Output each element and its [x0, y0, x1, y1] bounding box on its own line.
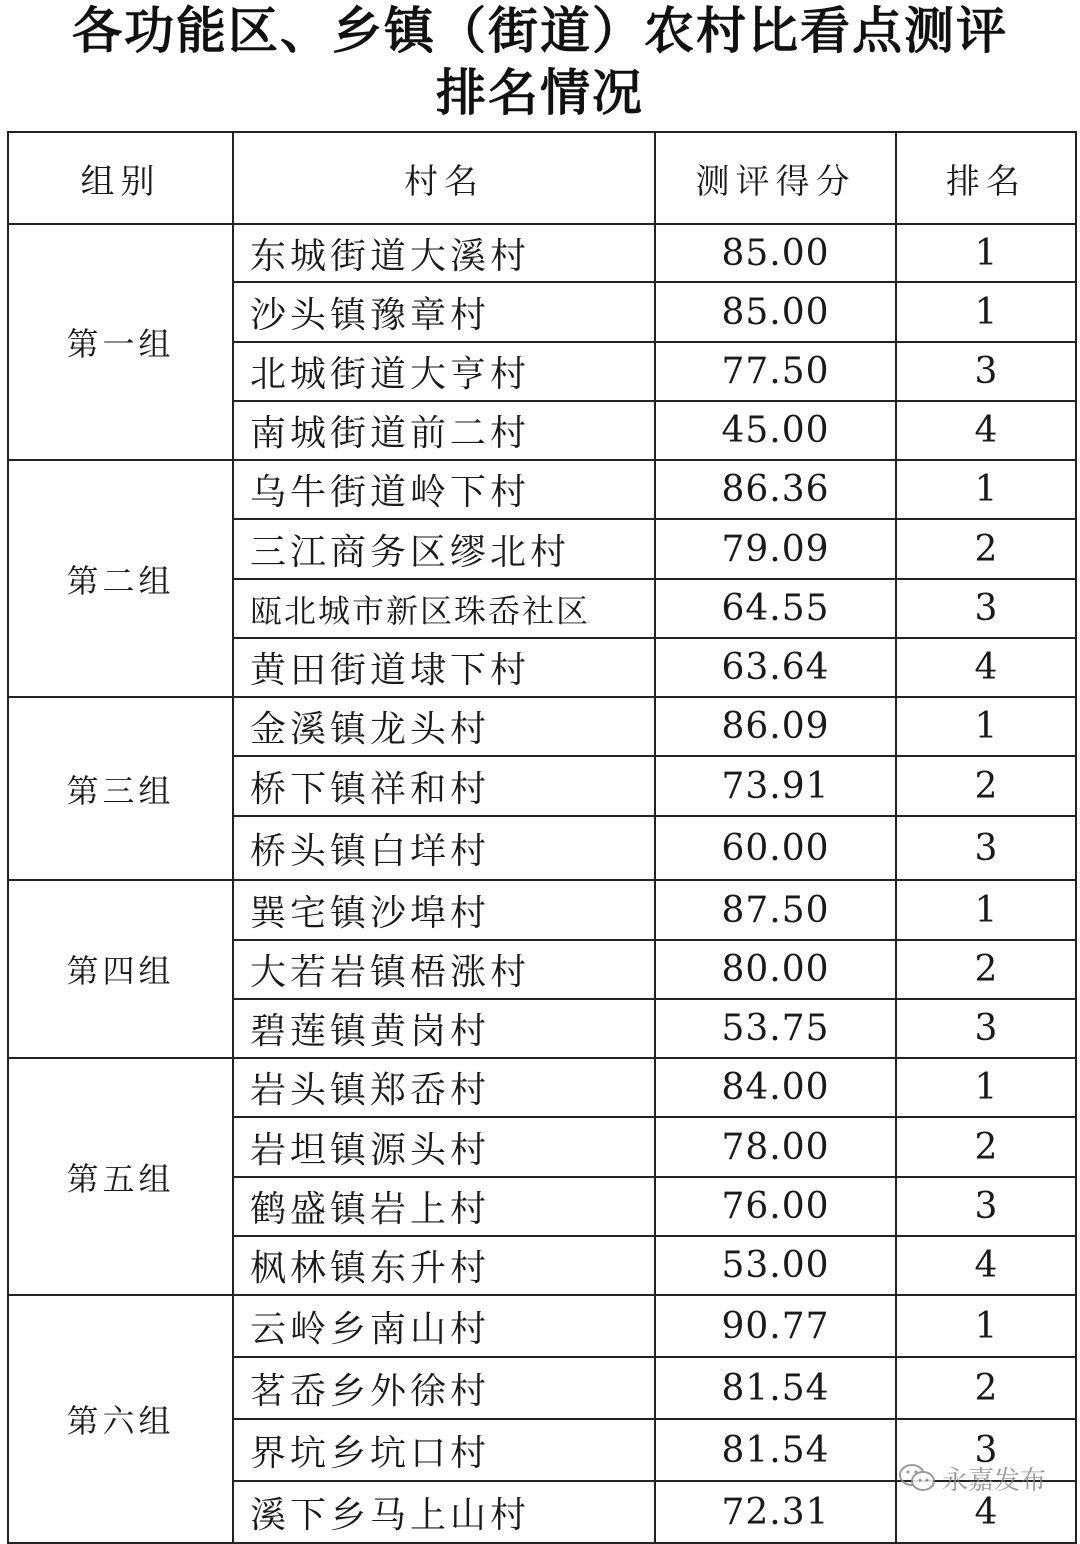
village-name: 碧莲镇黄岗村 [233, 999, 655, 1058]
score-value: 85.00 [655, 282, 896, 342]
village-name: 南城街道前二村 [233, 401, 655, 460]
page-title [0, 0, 1080, 124]
ranking-table [7, 131, 1077, 1544]
watermark [898, 1458, 1046, 1498]
rank-value: 2 [896, 1117, 1076, 1177]
table-row [8, 1058, 1076, 1117]
group-label: 第四组 [8, 880, 233, 1058]
rank-value: 4 [896, 638, 1076, 697]
table-row [8, 460, 1076, 519]
table-row [8, 1295, 1076, 1357]
score-value: 77.50 [655, 342, 896, 401]
rank-value: 1 [896, 1295, 1076, 1357]
rank-value: 4 [896, 401, 1076, 460]
rank-value: 3 [896, 816, 1076, 880]
score-value: 86.09 [655, 697, 896, 756]
score-value: 79.09 [655, 519, 896, 579]
header-group: 组别 [8, 132, 233, 224]
score-value: 53.75 [655, 999, 896, 1058]
village-name: 界坑乡坑口村 [233, 1419, 655, 1481]
group-label: 第二组 [8, 460, 233, 697]
village-name: 乌牛街道岭下村 [233, 460, 655, 519]
village-name: 桥头镇白垟村 [233, 816, 655, 880]
rank-value: 3 [896, 1419, 1076, 1481]
score-value: 86.36 [655, 460, 896, 519]
table-row [8, 224, 1076, 282]
village-name: 岩坦镇源头村 [233, 1117, 655, 1177]
village-name: 溪下乡马上山村 [233, 1481, 655, 1543]
rank-value: 4 [896, 1236, 1076, 1295]
group-label: 第三组 [8, 697, 233, 880]
rank-value: 4 [896, 1481, 1076, 1543]
page-title-line1: 各功能区、乡镇（街道）农村比看点测评 [72, 2, 1008, 60]
score-value: 80.00 [655, 940, 896, 999]
score-value: 90.77 [655, 1295, 896, 1357]
score-value: 81.54 [655, 1419, 896, 1481]
table-body [8, 224, 1076, 1543]
village-name: 云岭乡南山村 [233, 1295, 655, 1357]
village-name: 茗岙乡外徐村 [233, 1357, 655, 1419]
village-name: 金溪镇龙头村 [233, 697, 655, 756]
watermark-text: 永嘉发布 [942, 1465, 1047, 1496]
village-name: 三江商务区缪北村 [233, 519, 655, 579]
table-header-row [8, 132, 1076, 224]
header-rank: 排名 [896, 132, 1076, 224]
village-name: 北城街道大亨村 [233, 342, 655, 401]
group-label: 第五组 [8, 1058, 233, 1295]
village-name: 东城街道大溪村 [233, 224, 655, 282]
rank-value: 1 [896, 460, 1076, 519]
wechat-icon [898, 1462, 936, 1494]
page-title-line2: 排名情况 [436, 64, 644, 122]
rank-value: 1 [896, 1058, 1076, 1117]
header-name: 村名 [233, 132, 655, 224]
rank-value: 2 [896, 519, 1076, 579]
score-value: 76.00 [655, 1177, 896, 1236]
village-name: 桥下镇祥和村 [233, 756, 655, 816]
village-name: 黄田街道埭下村 [233, 638, 655, 697]
table-row [8, 697, 1076, 756]
village-name: 大若岩镇梧涨村 [233, 940, 655, 999]
rank-value: 3 [896, 1177, 1076, 1236]
group-label: 第六组 [8, 1295, 233, 1543]
score-value: 87.50 [655, 880, 896, 940]
rank-value: 3 [896, 999, 1076, 1058]
score-value: 45.00 [655, 401, 896, 460]
rank-value: 2 [896, 756, 1076, 816]
score-value: 81.54 [655, 1357, 896, 1419]
village-name: 瓯北城市新区珠岙社区 [233, 579, 655, 638]
rank-value: 2 [896, 1357, 1076, 1419]
table-row [8, 880, 1076, 940]
score-value: 72.31 [655, 1481, 896, 1543]
score-value: 85.00 [655, 224, 896, 282]
rank-value: 3 [896, 342, 1076, 401]
score-value: 73.91 [655, 756, 896, 816]
group-label: 第一组 [8, 224, 233, 460]
rank-value: 1 [896, 880, 1076, 940]
score-value: 64.55 [655, 579, 896, 638]
village-name: 鹤盛镇岩上村 [233, 1177, 655, 1236]
rank-value: 1 [896, 282, 1076, 342]
rank-value: 2 [896, 940, 1076, 999]
score-value: 78.00 [655, 1117, 896, 1177]
rank-value: 3 [896, 579, 1076, 638]
score-value: 63.64 [655, 638, 896, 697]
village-name: 岩头镇郑岙村 [233, 1058, 655, 1117]
rank-value: 1 [896, 697, 1076, 756]
score-value: 60.00 [655, 816, 896, 880]
village-name: 巽宅镇沙埠村 [233, 880, 655, 940]
village-name: 沙头镇豫章村 [233, 282, 655, 342]
score-value: 84.00 [655, 1058, 896, 1117]
rank-value: 1 [896, 224, 1076, 282]
score-value: 53.00 [655, 1236, 896, 1295]
header-score: 测评得分 [655, 132, 896, 224]
village-name: 枫林镇东升村 [233, 1236, 655, 1295]
